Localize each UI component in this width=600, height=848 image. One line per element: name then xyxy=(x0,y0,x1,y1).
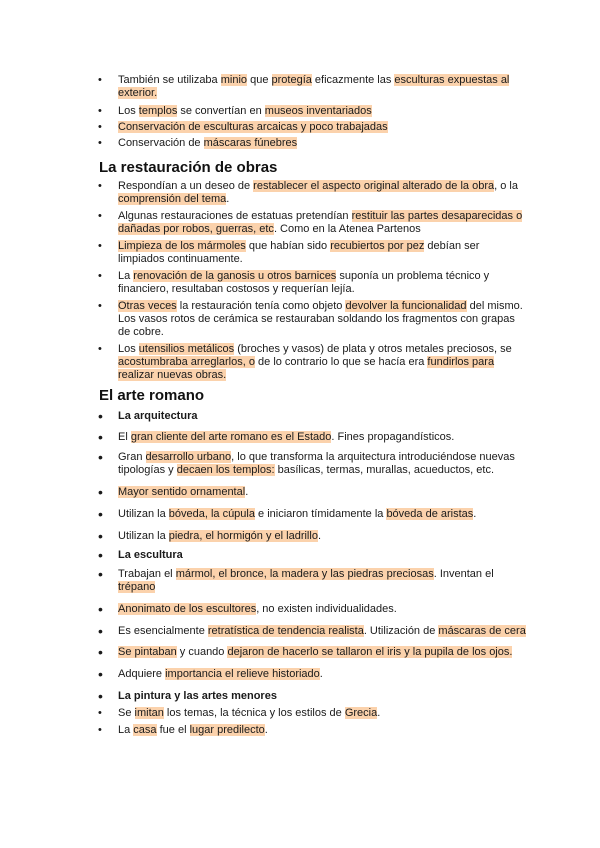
highlighted-text: dejaron de hacerlo se tallaron el iris y la pupila de los ojos. xyxy=(227,646,513,658)
list-item xyxy=(98,270,528,296)
highlighted-text: máscaras fúnebres xyxy=(203,137,298,149)
bullet-icon: • xyxy=(98,210,102,222)
bullet-icon: • xyxy=(98,74,102,86)
text-segment: la restauración tenía como objeto xyxy=(176,300,346,312)
highlighted-text: casa xyxy=(133,724,157,736)
bullet-icon: • xyxy=(98,724,102,736)
highlighted-text: gran cliente del arte romano es el Estado xyxy=(130,431,332,443)
text-segment: de lo contrario lo que se hacía era xyxy=(254,356,428,368)
list-item-text xyxy=(118,240,479,265)
list-item xyxy=(98,74,528,100)
highlighted-text: Grecia xyxy=(344,707,378,719)
text-segment: basílicas, termas, murallas, acueductos, etc. xyxy=(274,464,495,476)
bullet-icon: • xyxy=(98,343,102,355)
text-segment: suponía un problema técnico y financiero, resultaban costosos y requerían lejía. xyxy=(118,270,490,295)
list-item-text xyxy=(118,625,526,637)
highlighted-text: Se pintaban xyxy=(118,646,177,658)
list-item-text xyxy=(118,568,494,593)
bullet-icon: • xyxy=(98,121,102,133)
text-segment: Utilizan la xyxy=(118,508,169,520)
list-item xyxy=(98,343,528,382)
highlighted-text: trépano xyxy=(118,581,156,593)
bullet-icon: • xyxy=(98,707,102,719)
text-segment: Adquiere xyxy=(118,668,166,680)
highlighted-text: minio xyxy=(220,74,248,86)
text-segment: . xyxy=(473,508,477,520)
highlighted-text: decaen los templos: xyxy=(176,464,275,476)
list-item xyxy=(98,410,528,423)
text-segment: Algunas restauraciones de estatuas pretendían xyxy=(118,210,352,222)
text-segment: e iniciaron tímidamente la xyxy=(254,508,387,520)
list-item-text xyxy=(118,724,268,736)
list-item xyxy=(98,180,528,206)
list-item-text xyxy=(118,137,297,149)
text-segment: los temas, la técnica y los estilos de xyxy=(163,707,345,719)
list-item xyxy=(98,707,528,720)
text-segment: Es esencialmente xyxy=(118,625,208,637)
text-segment: y cuando xyxy=(176,646,228,658)
list-item xyxy=(98,431,528,444)
highlighted-text: esculturas expuestas al exterior. xyxy=(118,74,510,99)
text-segment: Utilizan la xyxy=(118,530,169,542)
highlighted-text: acostumbraba arreglarlos, o xyxy=(118,356,255,368)
list-item-text xyxy=(118,180,518,205)
text-segment: También se utilizaba xyxy=(118,74,221,86)
bullet-icon: • xyxy=(98,484,103,500)
list-item xyxy=(98,530,528,543)
list-item xyxy=(98,646,528,659)
text-segment: del mismo. Los vasos rotos de cerámica se restauraban soldando los fragmentos con grapas de cobre. xyxy=(118,300,523,338)
list-item-text xyxy=(118,707,380,719)
highlighted-text: Limpieza de los mármoles xyxy=(118,240,246,252)
bullet-icon: • xyxy=(98,240,102,252)
text-segment: . xyxy=(226,193,230,205)
highlighted-text: Mayor sentido ornamental xyxy=(118,486,246,498)
bullet-list-arte-romano xyxy=(98,410,528,737)
highlighted-text: piedra, el hormigón y el ladrillo xyxy=(168,530,318,542)
bullet-icon: • xyxy=(98,688,103,704)
highlighted-text: desarrollo urbano xyxy=(145,451,232,463)
bullet-icon: • xyxy=(98,547,103,563)
section-heading-arte-romano: El arte romano xyxy=(99,387,205,404)
text-segment: . xyxy=(319,668,323,680)
bullet-icon: • xyxy=(98,270,102,282)
highlighted-text: lugar predilecto xyxy=(189,724,265,736)
list-item xyxy=(98,690,528,703)
list-item xyxy=(98,137,528,150)
text-segment: Conservación de xyxy=(118,137,204,149)
list-item-text xyxy=(118,549,183,561)
list-item xyxy=(98,121,528,134)
highlighted-text: restituir las partes desaparecidas o dañadas por robos, guerras, etc xyxy=(118,210,523,235)
list-item xyxy=(98,105,528,118)
text-segment: . xyxy=(245,486,249,498)
list-item-text xyxy=(118,603,397,615)
bullet-icon: • xyxy=(98,137,102,149)
text-segment: eficazmente las xyxy=(311,74,395,86)
text-segment: . xyxy=(377,707,381,719)
list-item-text xyxy=(118,210,522,235)
list-item-text xyxy=(118,105,372,117)
text-segment: Respondían a un deseo de xyxy=(118,180,254,192)
list-item xyxy=(98,210,528,236)
bullet-icon: • xyxy=(98,180,102,192)
list-item-text xyxy=(118,486,248,498)
bullet-icon: • xyxy=(98,566,103,582)
highlighted-text: museos inventariados xyxy=(264,105,372,117)
list-item-text xyxy=(118,668,323,680)
highlighted-text: Anonimato de los escultores xyxy=(118,603,257,615)
list-item-text xyxy=(118,343,512,381)
text-segment: La xyxy=(118,270,134,282)
list-item-text xyxy=(118,410,197,422)
bullet-icon: • xyxy=(98,449,103,465)
text-segment: que xyxy=(247,74,272,86)
list-item-text xyxy=(118,270,489,295)
bullet-icon: • xyxy=(98,429,103,445)
text-segment: , no existen individualidades. xyxy=(256,603,397,615)
list-item xyxy=(98,568,528,594)
list-item-text xyxy=(118,431,454,443)
list-item xyxy=(98,508,528,521)
text-segment: La pintura y las artes menores xyxy=(118,690,277,702)
text-segment: . Inventan el xyxy=(433,568,494,580)
text-segment: Gran xyxy=(118,451,146,463)
text-segment: El xyxy=(118,431,131,443)
bullet-icon: • xyxy=(98,506,103,522)
highlighted-text: bóveda, la cúpula xyxy=(168,508,255,520)
list-item-text xyxy=(118,690,277,702)
list-item xyxy=(98,451,528,477)
bullet-icon: • xyxy=(98,408,103,424)
list-item xyxy=(98,603,528,616)
list-item-text xyxy=(118,646,512,658)
list-item xyxy=(98,724,528,737)
bullet-icon: • xyxy=(98,666,103,682)
bullet-list-intro xyxy=(98,74,528,150)
list-item xyxy=(98,240,528,266)
highlighted-text: restablecer el aspecto original alterado de la obra xyxy=(253,180,495,192)
highlighted-text: templos xyxy=(138,105,178,117)
list-item-text xyxy=(118,451,515,476)
bullet-icon: • xyxy=(98,644,103,660)
text-segment: , o la xyxy=(494,180,518,192)
text-segment: se convertían en xyxy=(177,105,265,117)
bullet-icon: • xyxy=(98,300,102,312)
highlighted-text: comprensión del tema xyxy=(118,193,227,205)
text-segment: La escultura xyxy=(118,549,183,561)
list-item-text xyxy=(118,300,523,338)
highlighted-text: utensilios metálicos xyxy=(138,343,235,355)
text-segment: Los xyxy=(118,105,139,117)
text-segment: que habían sido xyxy=(245,240,331,252)
list-item xyxy=(98,549,528,562)
text-segment: . Utilización de xyxy=(363,625,439,637)
text-segment: debían ser limpiados continuamente. xyxy=(118,240,480,265)
highlighted-text: retratística de tendencia realista xyxy=(207,625,364,637)
text-segment: , lo que transforma la arquitectura introduciéndose nuevas tipologías y xyxy=(118,451,515,476)
text-segment: La arquitectura xyxy=(118,410,198,422)
text-segment: La xyxy=(118,724,134,736)
text-segment: . Fines propagandísticos. xyxy=(331,431,455,443)
text-segment: Trabajan el xyxy=(118,568,176,580)
bullet-icon: • xyxy=(98,623,103,639)
bullet-icon: • xyxy=(98,105,102,117)
list-item xyxy=(98,486,528,499)
highlighted-text: mármol, el bronce, la madera y las piedras preciosas xyxy=(175,568,434,580)
bullet-icon: • xyxy=(98,601,103,617)
list-item xyxy=(98,668,528,681)
text-segment: . Como en la Atenea Partenos xyxy=(273,223,421,235)
text-segment: (broches y vasos) de plata y otros metales preciosos, se xyxy=(234,343,512,355)
list-item xyxy=(98,300,528,339)
section-heading-restauracion: La restauración de obras xyxy=(99,159,278,176)
highlighted-text: protegía xyxy=(271,74,312,86)
text-segment: fue el xyxy=(156,724,190,736)
highlighted-text: Conservación de esculturas arcaicas y poco trabajadas xyxy=(118,121,388,133)
list-item-text xyxy=(118,530,321,542)
highlighted-text: bóveda de aristas xyxy=(386,508,474,520)
list-item-text xyxy=(118,121,388,133)
bullet-list-restauracion xyxy=(98,180,528,382)
bullet-icon: • xyxy=(98,528,103,544)
list-item-text xyxy=(118,508,476,520)
list-item xyxy=(98,625,528,638)
text-segment: . xyxy=(264,724,268,736)
highlighted-text: recubiertos por pez xyxy=(330,240,425,252)
text-segment: Se xyxy=(118,707,135,719)
highlighted-text: fundirlos para realizar nuevas obras. xyxy=(118,356,495,381)
highlighted-text: Otras veces xyxy=(118,300,177,312)
highlighted-text: renovación de la ganosis u otros barnices xyxy=(133,270,337,282)
highlighted-text: imitan xyxy=(134,707,164,719)
highlighted-text: devolver la funcionalidad xyxy=(345,300,467,312)
text-segment: . xyxy=(317,530,321,542)
highlighted-text: importancia el relieve historiado xyxy=(165,668,320,680)
text-segment: Los xyxy=(118,343,139,355)
list-item-text xyxy=(118,74,509,99)
highlighted-text: máscaras de cera xyxy=(438,625,526,637)
